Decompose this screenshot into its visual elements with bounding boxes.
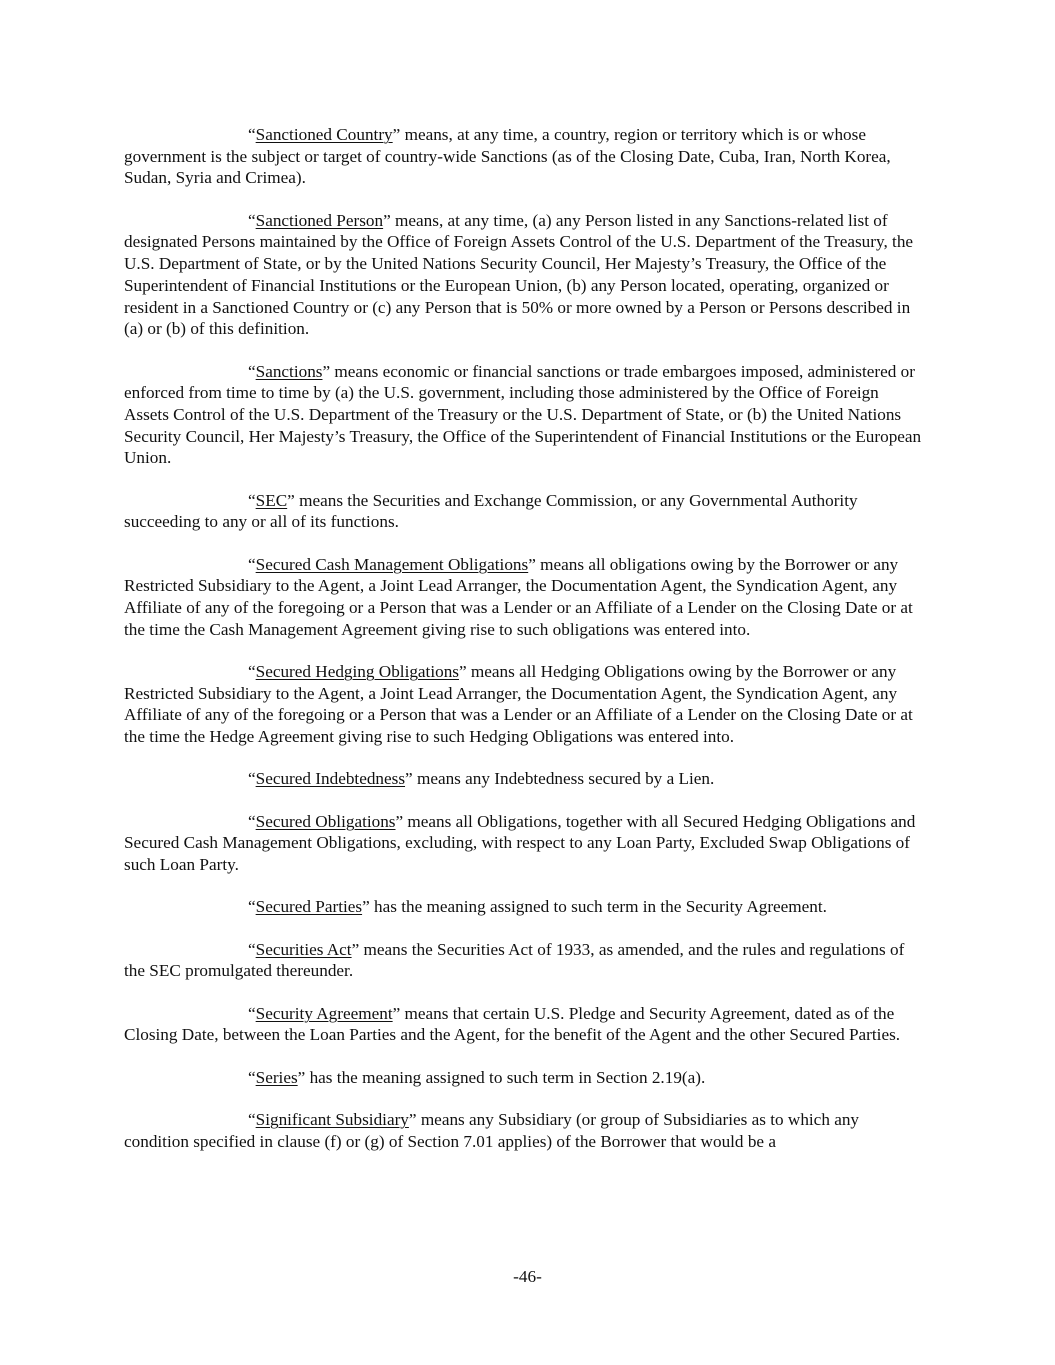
definition-text: ” means, at any time, a country, region or territory which is or whose government is the subject or target of country-wide Sanctions (as of the Closing Date, Cuba, Iran, North Korea, Sudan, Syria and Crimea). [124,125,891,188]
defined-term: Security Agreement [255,1003,393,1023]
definitions-list [124,124,924,1173]
open-quote: “ [248,1003,256,1023]
defined-term: Sanctioned Person [255,210,384,230]
definition-sec [124,490,924,533]
open-quote: “ [248,210,256,230]
defined-term: Significant Subsidiary [255,1110,409,1130]
defined-term: Secured Cash Management Obligations [255,554,529,574]
defined-term: Secured Parties [255,897,363,917]
definition-text: ” means the Securities and Exchange Commission, or any Governmental Authority succeeding to any or all of its functions. [124,490,858,532]
open-quote: “ [248,897,256,917]
defined-term: Series [255,1067,298,1087]
definition-secured-hedging-obligations [124,661,924,748]
definition-sanctions [124,361,924,470]
open-quote: “ [248,811,256,831]
defined-term: Securities Act [255,939,352,959]
open-quote: “ [248,125,256,144]
defined-term: SEC [255,490,288,510]
definition-secured-obligations [124,811,924,876]
definition-security-agreement [124,1003,924,1046]
definition-text: ” has the meaning assigned to such term in the Security Agreement. [362,897,827,917]
open-quote: “ [248,1067,256,1087]
definition-text: ” means all obligations owing by the Borrower or any Restricted Subsidiary to the Agent, a Joint Lead Arranger, the Documentation Agent, the Syndication Agent, any Affiliate of any of the foregoing or a Person that was a Lender or an Affiliate of a Lender on the Closing Date or at the time the Cash Management Agreement giving rise to such obligations was entered into. [124,554,913,639]
definition-secured-cash-management-obligations [124,554,924,641]
definition-secured-parties [124,896,924,918]
definition-text: ” means, at any time, (a) any Person listed in any Sanctions-related list of designated Persons maintained by the Office of Foreign Assets Control of the U.S. Department of the Treasury, the U.S. Department of State, or by the United Nations Security Council, Her Majesty’s Treasury, the Office of the Superintendent of Financial Institutions or the European Union, (b) any Person located, operating, organized or resident in a Sanctioned Country or (c) any Person that is 50% or more owned by a Person or Persons described in (a) or (b) of this definition. [124,210,914,339]
definition-sanctioned-person [124,210,924,340]
defined-term: Sanctions [255,361,323,381]
open-quote: “ [248,939,256,959]
definition-sanctioned-country [124,124,924,189]
definition-text: ” means economic or financial sanctions or trade embargoes imposed, administered or enforced from time to time by (a) the U.S. government, including those administered by the Office of Foreign Assets Control of the U.S. Department of the Treasury or the U.S. Department of State, or (b) the United Nations Security Council, Her Majesty’s Treasury, the Office of the Superintendent of Financial Institutions or the European Union. [124,361,922,468]
definition-text: ” means the Securities Act of 1933, as amended, and the rules and regulations of the SEC promulgated thereunder. [124,939,905,981]
definition-text: ” means all Hedging Obligations owing by the Borrower or any Restricted Subsidiary to the Agent, a Joint Lead Arranger, the Documentation Agent, the Syndication Agent, any Affiliate of any of the foregoing or a Person that was a Lender or an Affiliate of a Lender on the Closing Date or at the time the Hedge Agreement giving rise to such Hedging Obligations was entered into. [124,662,913,747]
definition-text: ” means any Indebtedness secured by a Lien. [405,769,715,789]
definition-text: ” has the meaning assigned to such term in Section 2.19(a). [297,1067,706,1087]
page-number: -46- [513,1267,542,1286]
definition-series [124,1067,924,1089]
defined-term: Secured Hedging Obligations [255,662,459,682]
open-quote: “ [248,361,256,381]
defined-term: Secured Obligations [255,811,396,831]
definition-text: ” means any Subsidiary (or group of Subsidiaries as to which any condition specified in clause (f) or (g) of Section 7.01 applies) of the Borrower that would be a [124,1110,860,1151]
open-quote: “ [248,490,256,510]
definition-text: ” means that certain U.S. Pledge and Security Agreement, dated as of the Closing Date, between the Loan Parties and the Agent, for the benefit of the Agent and the other Secured Parties. [124,1003,901,1045]
defined-term: Sanctioned Country [255,125,393,144]
definition-text: ” means all Obligations, together with all Secured Hedging Obligations and Secured Cash Management Obligations, excluding, with respect to any Loan Party, Excluded Swap Obligations of such Loan Party. [124,811,916,875]
defined-term: Secured Indebtedness [255,769,406,789]
open-quote: “ [248,769,256,789]
open-quote: “ [248,662,256,682]
open-quote: “ [248,554,256,574]
definition-significant-subsidiary [124,1109,924,1152]
definition-secured-indebtedness [124,768,924,790]
open-quote: “ [248,1110,256,1130]
definition-securities-act [124,939,924,982]
